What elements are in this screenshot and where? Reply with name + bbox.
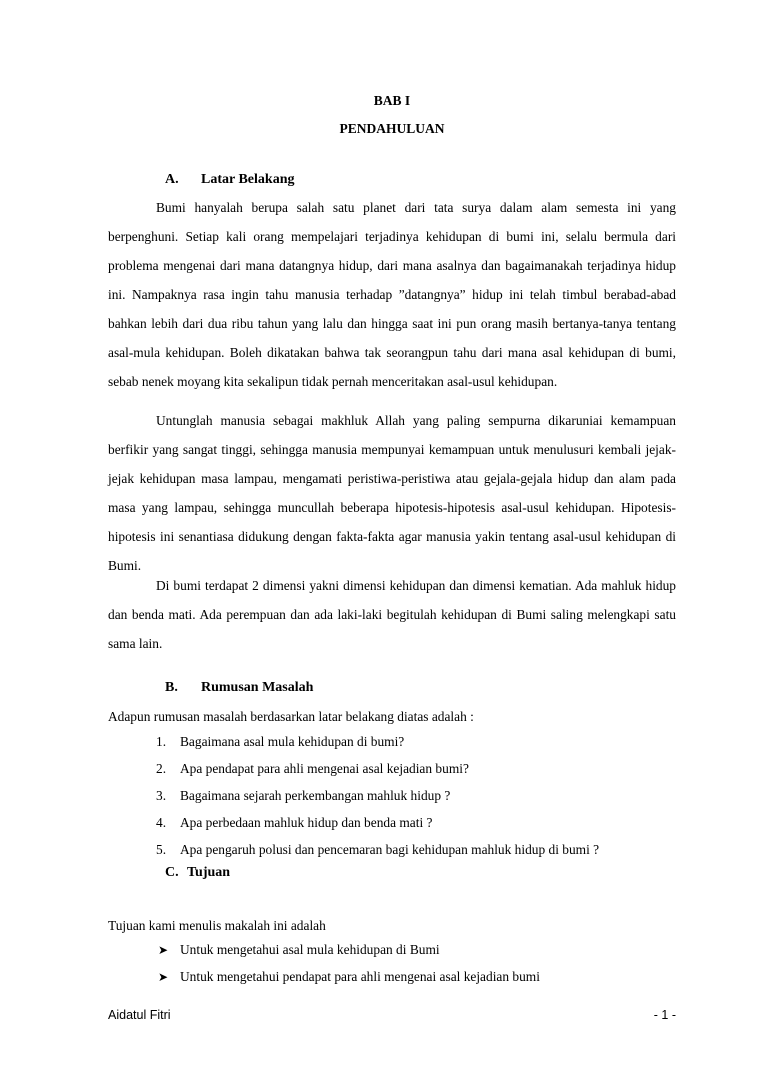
section-a-title: Latar Belakang — [201, 172, 295, 187]
problem-list — [156, 734, 599, 869]
list-item: 2. Apa pendapat para ahli mengenai asal kejadian bumi? — [156, 761, 469, 776]
section-c-intro: Tujuan kami menulis makalah ini adalah — [108, 918, 326, 933]
section-c-heading — [165, 865, 230, 881]
paragraph-3: Di bumi terdapat 2 dimensi yakni dimensi kehidupan dan dimensi kematian. Ada mahluk hidup dan benda mati. Ada perempuan dan ada laki-laki begitulah kehidupan di Bumi saling melengkapi satu sama lain. — [108, 578, 676, 651]
section-b-title: Rumusan Masalah — [201, 680, 314, 695]
paragraph-2: Untunglah manusia sebagai makhluk Allah yang paling sempurna dikaruniai kemampuan berfikir yang sangat tinggi, sehingga manusia mempunyai kemampuan untuk menulusuri kembali jejak-jejak kehidupan masa lampau, mengamati peristiwa-peristiwa atau gejala-gejala hidup dan alam pada masa yang lampau, sehingga muncullah beberapa hipotesis-hipotesis asal-usul kehidupan. Hipotesis-hipotesis ini senantiasa didukung dengan fakta-fakta agar manusia yakin tentang asal-usul kehidupan di Bumi. — [108, 413, 676, 573]
section-b-heading — [165, 680, 313, 696]
section-c-title: Tujuan — [187, 865, 231, 880]
list-item: ➤ Untuk mengetahui asal mula kehidupan di Bumi — [158, 942, 440, 957]
footer-page-number: - 1 - — [653, 1008, 676, 1022]
chapter-label: BAB I — [373, 93, 411, 108]
section-a-heading — [165, 172, 294, 188]
arrow-bullet-icon: ➤ — [158, 970, 169, 984]
section-b-intro: Adapun rumusan masalah berdasarkan latar belakang diatas adalah : — [108, 709, 474, 724]
section-c-number: C. — [165, 865, 179, 880]
list-item: ➤ Untuk mengetahui pendapat para ahli mengenai asal kejadian bumi — [158, 969, 540, 984]
paragraph-1: Bumi hanyalah berupa salah satu planet dari tata surya dalam alam semesta ini yang berpenghuni. Setiap kali orang mempelajari terjadinya kehidupan di bumi ini, selalu bermula dari problema mengenai dari mana datangnya hidup, dari mana asalnya dan bagaimanakah terjadinya hidup ini. Nampaknya rasa ingin tahu manusia terhadap ”datangnya” hidup ini telah timbul berabad-abad bahkan lebih dari dua ribu tahun yang lalu dan hingga saat ini pun orang masih bertanya-tanya tentang asal-mula kehidupan. Boleh dikatakan bahwa tak seorangpun tahu dari mana asal kehidupan di bumi, sebab nenek moyang kita sekalipun tidak pernah menceritakan asal-usul kehidupan. — [108, 200, 676, 389]
section-a-number: A. — [165, 172, 179, 187]
section-b-number: B. — [165, 680, 178, 695]
list-item: 1. Bagaimana asal mula kehidupan di bumi? — [156, 734, 405, 749]
goal-list — [158, 942, 540, 996]
arrow-bullet-icon: ➤ — [158, 943, 169, 957]
list-item: 4. Apa perbedaan mahluk hidup dan benda mati ? — [156, 815, 433, 830]
list-item: 3. Bagaimana sejarah perkembangan mahluk hidup ? — [156, 788, 451, 803]
chapter-title: PENDAHULUAN — [339, 121, 445, 136]
list-item: 5. Apa pengaruh polusi dan pencemaran bagi kehidupan mahluk hidup di bumi ? — [156, 842, 600, 857]
footer-author: Aidatul Fitri — [108, 1008, 171, 1022]
